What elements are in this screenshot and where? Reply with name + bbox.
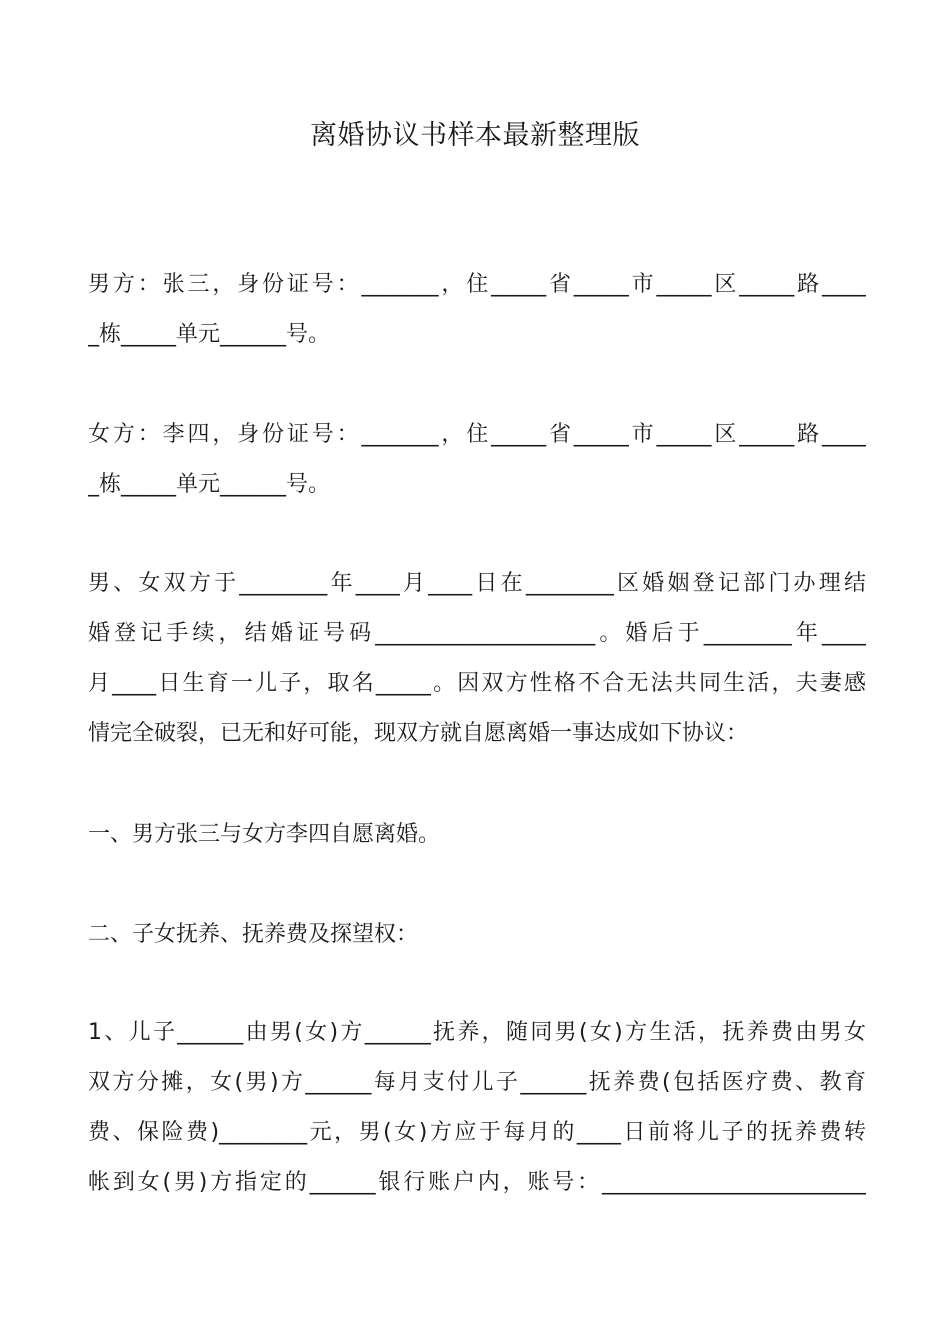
paragraph-line: 双方分摊，女(男)方______每月支付儿子______抚养费(包括医疗费、教育	[88, 1070, 866, 1095]
marriage-info-paragraph	[88, 559, 866, 759]
paragraph-line: 费、保险费)________元，男(女)方应于每月的____日前将儿子的抚养费转	[88, 1120, 866, 1145]
male-party-paragraph	[88, 260, 866, 360]
paragraph-line: 帐到女(男)方指定的______银行账户内，账号：________________________	[88, 1170, 866, 1195]
paragraph-line: 二、子女抚养、抚养费及探望权：	[88, 922, 419, 947]
paragraph-line: 男、女双方于________年____月____日在________区婚姻登记部门办理结	[88, 571, 866, 596]
paragraph-line: 男方：张三，身份证号：_______，住_____省_____市_____区_____路____	[88, 272, 866, 297]
female-party-paragraph	[88, 410, 866, 510]
paragraph-line: 婚登记手续，结婚证号码____________________。婚后于________年____	[88, 621, 866, 646]
paragraph-line: _栋_____单元______号。	[88, 322, 331, 347]
paragraph-line: _栋_____单元______号。	[88, 472, 331, 497]
clause-two-heading	[88, 910, 866, 960]
paragraph-line: 1、儿子______由男(女)方______抚养，随同男(女)方生活，抚养费由男女	[88, 1020, 866, 1045]
paragraph-line: 情完全破裂，已无和好可能，现双方就自愿离婚一事达成如下协议：	[88, 721, 749, 746]
paragraph-line: 月____日生育一儿子，取名_____。因双方性格不合无法共同生活，夫妻感	[88, 671, 866, 696]
paragraph-line: 女方：李四，身份证号：_______，住_____省_____市_____区_____路____	[88, 422, 866, 447]
child-custody-paragraph	[88, 1008, 866, 1208]
document-title: 离婚协议书样本最新整理版	[310, 120, 640, 151]
clause-one-paragraph	[88, 810, 866, 860]
paragraph-line: 一、男方张三与女方李四自愿离婚。	[88, 822, 441, 847]
